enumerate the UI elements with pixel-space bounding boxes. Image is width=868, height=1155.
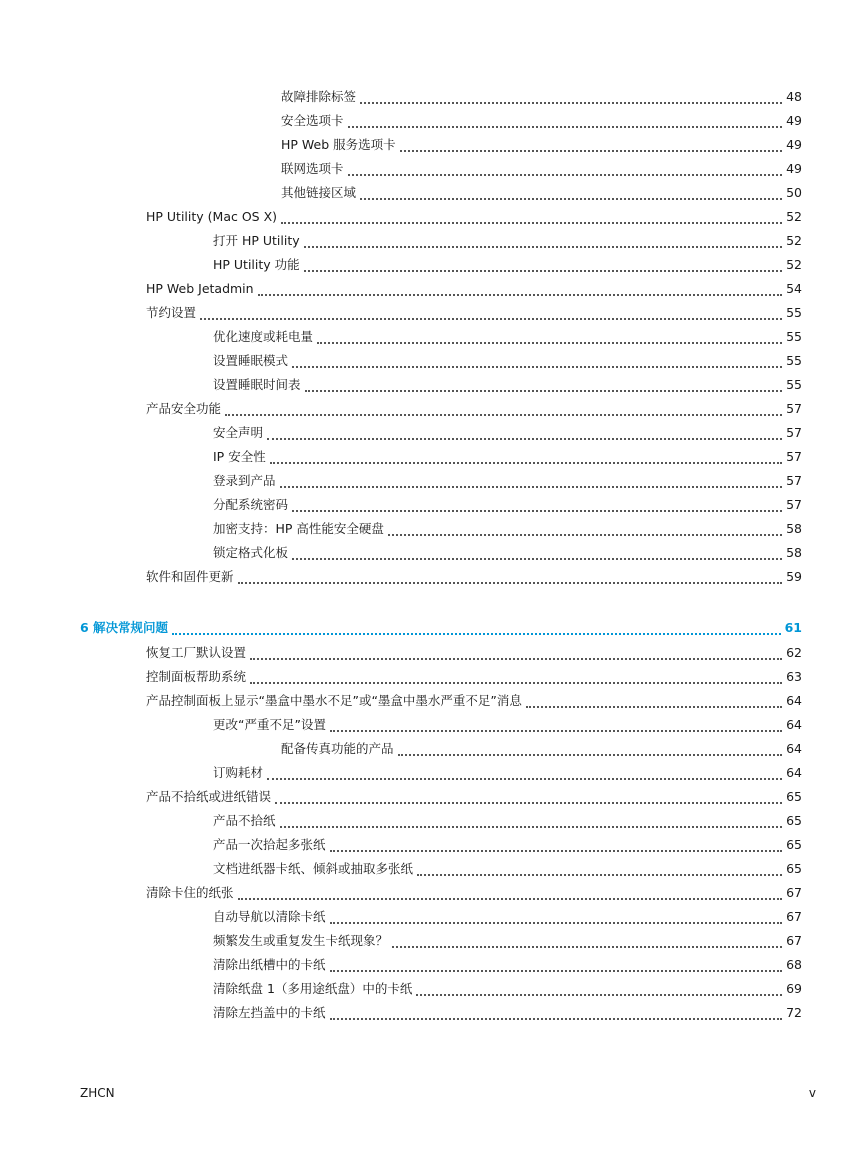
toc-leader [304,269,782,272]
toc-entry[interactable] [281,85,802,109]
toc-leader [330,1017,783,1020]
toc-leader [200,317,782,320]
toc-page-number: 65 [786,861,802,876]
toc-page-number: 67 [786,909,802,924]
toc-leader [250,657,782,660]
toc-entry[interactable] [213,1001,802,1025]
toc-leader [416,993,782,996]
toc-entry[interactable] [146,205,802,229]
toc-entry-title: 安全声明 [213,425,264,440]
toc-leader [330,849,783,852]
toc-entry-title: 设置睡眠时间表 [213,377,301,392]
toc-entry[interactable] [146,397,802,421]
toc-page-number: 52 [786,233,802,248]
toc-entry-title: 节约设置 [146,305,197,320]
toc-leader [238,897,783,900]
toc-page-number: 49 [786,137,802,152]
toc-entry-title: 产品控制面板上显示“墨盒中墨水不足”或“墨盒中墨水严重不足”消息 [146,693,522,708]
toc-entry[interactable] [213,541,802,565]
toc-leader [280,485,783,488]
toc-entry[interactable] [213,953,802,977]
toc-entry-title: HP Utility 功能 [213,257,300,272]
toc-entry-title: 产品安全功能 [146,401,222,416]
toc-page-number: 57 [786,473,802,488]
toc-entry[interactable] [213,517,802,541]
toc-page-number: 65 [786,837,802,852]
toc-entry[interactable] [146,301,802,325]
toc-leader [225,413,782,416]
toc-entry[interactable] [213,325,802,349]
toc-entry-title: 更改“严重不足”设置 [213,717,326,732]
toc-entry-title: IP 安全性 [213,449,266,464]
toc-entry[interactable] [146,565,802,589]
toc-entry[interactable] [146,785,802,809]
toc-page-number: 67 [786,933,802,948]
toc-leader [172,632,781,635]
toc-leader [317,341,782,344]
toc-entry-title: 加密支持：HP 高性能安全硬盘 [213,521,384,536]
footer-language-code: ZHCN [80,1086,115,1100]
footer-page-number: v [808,1086,816,1100]
toc-leader [292,365,782,368]
toc-entry-title: 设置睡眠模式 [213,353,289,368]
toc-entry[interactable] [281,737,802,761]
toc-leader [526,705,782,708]
toc-entry[interactable] [146,881,802,905]
toc-page-number: 57 [786,425,802,440]
toc-leader [292,509,782,512]
toc-entry-title: 配备传真功能的产品 [281,741,394,756]
toc-entry-title: 分配系统密码 [213,497,289,512]
toc-leader [360,197,782,200]
toc-entry[interactable] [213,349,802,373]
toc-entry-title: HP Utility (Mac OS X) [146,209,278,224]
toc-chapter-entry[interactable] [80,616,802,640]
toc-page-number: 68 [786,957,802,972]
toc-entry[interactable] [213,809,802,833]
toc-leader [330,729,782,732]
toc-page-number: 54 [786,281,802,296]
toc-page-number: 67 [786,885,802,900]
toc-entry-title: 故障排除标签 [281,89,357,104]
toc-entry[interactable] [281,181,802,205]
toc-entry[interactable] [213,833,802,857]
toc-page-number: 64 [786,741,802,756]
toc-leader [275,801,782,804]
toc-leader [281,221,782,224]
toc-leader [417,873,782,876]
toc-entry[interactable] [213,445,802,469]
toc-page-number: 55 [786,353,802,368]
toc-entry-title: HP Web 服务选项卡 [281,137,396,152]
toc-leader [360,101,782,104]
toc-entry-title: 产品一次拾起多张纸 [213,837,326,852]
toc-entry-title: 产品不拾纸或进纸错误 [146,789,272,804]
toc-leader [267,777,782,780]
toc-page-number: 57 [786,449,802,464]
toc-leader [305,389,783,392]
toc-leader [292,557,782,560]
toc-leader [330,969,783,972]
toc-leader [348,173,783,176]
toc-page-number: 50 [786,185,802,200]
toc-leader [304,245,782,248]
toc-entry[interactable] [213,469,802,493]
toc-entry[interactable] [213,761,802,785]
toc-page-number: 72 [786,1005,802,1020]
toc-entry[interactable] [281,157,802,181]
toc-leader [348,125,783,128]
toc-page-number: 48 [786,89,802,104]
toc-entry[interactable] [281,109,802,133]
toc-leader [330,921,783,924]
toc-entry-title: 打开 HP Utility [213,233,300,248]
toc-entry[interactable] [213,373,802,397]
toc-entry[interactable] [213,905,802,929]
toc-page-number: 52 [786,209,802,224]
toc-entry-title: HP Web Jetadmin [146,281,254,296]
toc-leader [280,825,783,828]
toc-entry[interactable] [213,493,802,517]
toc-entry-title: 优化速度或耗电量 [213,329,314,344]
toc-leader [388,533,782,536]
toc-page-number: 58 [786,521,802,536]
toc-entry[interactable] [146,689,802,713]
toc-entry-title: 清除卡住的纸张 [146,885,234,900]
toc-entry-title: 软件和固件更新 [146,569,234,584]
toc-page-number: 62 [786,645,802,660]
toc-entry-title: 清除纸盘 1（多用途纸盘）中的卡纸 [213,981,413,996]
toc-entry-title: 其他链接区域 [281,185,357,200]
toc-page-number: 55 [786,329,802,344]
toc-page-number: 49 [786,113,802,128]
toc-entry[interactable] [146,641,802,665]
toc-leader [258,293,783,296]
toc-leader [267,437,782,440]
toc-page-number: 65 [786,813,802,828]
toc-page-number: 58 [786,545,802,560]
toc-page-number: 61 [784,620,802,635]
toc-entry[interactable] [213,929,802,953]
toc-entry-title: 清除出纸槽中的卡纸 [213,957,326,972]
toc-page-number: 64 [786,765,802,780]
toc-chapter-title: 6 解决常规问题 [80,620,169,635]
toc-entry-title: 清除左挡盖中的卡纸 [213,1005,326,1020]
toc-entry-title: 登录到产品 [213,473,276,488]
toc-entry-title: 订购耗材 [213,765,264,780]
toc-entry-title: 安全选项卡 [281,113,344,128]
toc-page-number: 49 [786,161,802,176]
toc-leader [400,149,782,152]
toc-entry-title: 控制面板帮助系统 [146,669,247,684]
toc-entry[interactable] [146,277,802,301]
toc-page-number: 52 [786,257,802,272]
toc-page-number: 59 [786,569,802,584]
toc-entry[interactable] [146,665,802,689]
toc-entry-title: 文档进纸器卡纸、倾斜或抽取多张纸 [213,861,414,876]
toc-entry-title: 恢复工厂默认设置 [146,645,247,660]
toc-page-number: 64 [786,693,802,708]
toc-page-number: 65 [786,789,802,804]
toc-entry-title: 联网选项卡 [281,161,344,176]
toc-entry-title: 产品不拾纸 [213,813,276,828]
toc-page-number: 64 [786,717,802,732]
toc-entry[interactable] [213,253,802,277]
toc-page-number: 57 [786,401,802,416]
toc-entry[interactable] [281,133,802,157]
toc-leader [250,681,782,684]
toc-entry-title: 锁定格式化板 [213,545,289,560]
toc-entry[interactable] [213,229,802,253]
toc-entry[interactable] [213,857,802,881]
toc-entry[interactable] [213,977,802,1001]
toc-leader [270,461,782,464]
toc-page-number: 63 [786,669,802,684]
toc-page-number: 55 [786,377,802,392]
toc-entry[interactable] [213,421,802,445]
toc-page-number: 55 [786,305,802,320]
toc-leader [238,581,783,584]
toc-page-number: 69 [786,981,802,996]
toc-page-number: 57 [786,497,802,512]
toc-entry-title: 自动导航以清除卡纸 [213,909,326,924]
toc-entry[interactable] [213,713,802,737]
toc-entry-title: 频繁发生或重复发生卡纸现象？ [213,933,389,948]
toc-leader [392,945,782,948]
toc-leader [398,753,783,756]
